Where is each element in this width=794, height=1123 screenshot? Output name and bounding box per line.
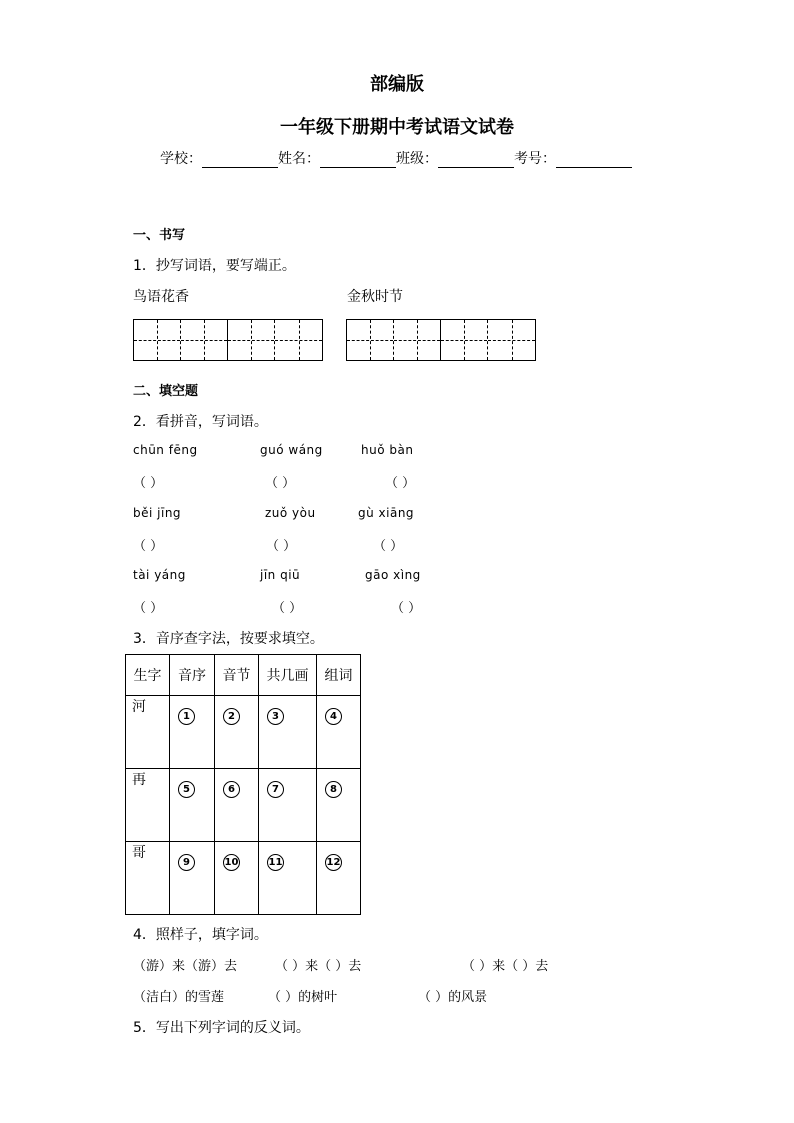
example-phrase: （游）来（游）去 xyxy=(133,959,238,974)
answer-cell[interactable] xyxy=(317,842,361,915)
circled-number: 5 xyxy=(178,781,195,798)
table-header: 组词 xyxy=(317,655,361,696)
copy-word-2: 金秋时节 xyxy=(347,289,403,305)
answer-cell[interactable] xyxy=(215,769,259,842)
answer-parentheses[interactable]: （ ） xyxy=(133,539,164,554)
table-row xyxy=(126,842,361,915)
answer-parentheses[interactable]: （ ） xyxy=(391,601,422,616)
answer-parentheses[interactable]: （ ） xyxy=(272,601,303,616)
fill-phrase[interactable]: （ ）的树叶 xyxy=(268,990,338,1005)
table-header: 音序 xyxy=(170,655,215,696)
answer-cell[interactable] xyxy=(259,842,317,915)
circled-number: 7 xyxy=(267,781,284,798)
pinyin-item: gāo xìng xyxy=(365,568,421,582)
table-header: 音节 xyxy=(215,655,259,696)
circled-number: 3 xyxy=(267,708,284,725)
section-title-fill-blank: 二、填空题 xyxy=(133,384,199,399)
fill-phrase[interactable]: （ ）来（ ）去 xyxy=(275,959,362,974)
pinyin-item: běi jīng xyxy=(133,506,182,520)
circled-number: 11 xyxy=(267,854,284,871)
name-label: 姓名： xyxy=(278,151,320,167)
table-char: 河 xyxy=(126,696,170,769)
fill-phrase[interactable]: （ ）的风景 xyxy=(418,990,488,1005)
answer-cell[interactable] xyxy=(259,769,317,842)
exam-number-label: 考号： xyxy=(514,151,556,167)
answer-parentheses[interactable]: （ ） xyxy=(266,539,297,554)
document-title: 部编版 xyxy=(370,74,424,95)
question-5: 5．写出下列字词的反义词。 xyxy=(133,1020,310,1036)
answer-parentheses[interactable]: （ ） xyxy=(265,476,296,491)
fill-phrase[interactable]: （ ）来（ ）去 xyxy=(462,959,549,974)
school-label: 学校： xyxy=(160,151,202,167)
exam-title: 一年级下册期中考试语文试卷 xyxy=(280,117,514,138)
answer-cell[interactable] xyxy=(317,769,361,842)
table-header: 生字 xyxy=(126,655,170,696)
circled-number: 10 xyxy=(223,854,240,871)
answer-cell[interactable] xyxy=(215,842,259,915)
pinyin-item: jīn qiū xyxy=(260,568,301,582)
table-row xyxy=(126,696,361,769)
answer-parentheses[interactable]: （ ） xyxy=(385,476,416,491)
pinyin-item: gù xiāng xyxy=(358,506,415,520)
question-1: 1．抄写词语，要写端正。 xyxy=(133,258,296,274)
answer-parentheses[interactable]: （ ） xyxy=(373,539,404,554)
circled-number: 12 xyxy=(325,854,342,871)
answer-parentheses[interactable]: （ ） xyxy=(133,601,164,616)
table-char: 哥 xyxy=(126,842,170,915)
student-info-line xyxy=(160,148,632,168)
phonetic-lookup-table xyxy=(125,654,361,915)
circled-number: 8 xyxy=(325,781,342,798)
example-phrase: （洁白）的雪莲 xyxy=(133,990,225,1005)
copy-word-1: 鸟语花香 xyxy=(133,289,189,305)
answer-cell[interactable] xyxy=(215,696,259,769)
circled-number: 6 xyxy=(223,781,240,798)
class-label: 班级： xyxy=(396,151,438,167)
table-char: 再 xyxy=(126,769,170,842)
circled-number: 2 xyxy=(223,708,240,725)
pinyin-item: zuǒ yòu xyxy=(265,506,316,520)
table-header: 共几画 xyxy=(259,655,317,696)
answer-cell[interactable] xyxy=(259,696,317,769)
class-blank[interactable] xyxy=(438,153,514,168)
circled-number: 1 xyxy=(178,708,195,725)
name-blank[interactable] xyxy=(320,153,396,168)
pinyin-item: guó wáng xyxy=(260,443,323,457)
writing-grid-2[interactable] xyxy=(346,319,536,361)
exam-number-blank[interactable] xyxy=(556,153,632,168)
writing-grid-1[interactable] xyxy=(133,319,323,361)
section-title-writing: 一、书写 xyxy=(133,228,186,243)
answer-cell[interactable] xyxy=(317,696,361,769)
table-row xyxy=(126,769,361,842)
answer-cell[interactable] xyxy=(170,696,215,769)
question-4: 4．照样子，填字词。 xyxy=(133,927,268,943)
pinyin-item: tài yáng xyxy=(133,568,186,582)
circled-number: 9 xyxy=(178,854,195,871)
answer-parentheses[interactable]: （ ） xyxy=(133,476,164,491)
school-blank[interactable] xyxy=(202,153,278,168)
pinyin-item: chūn fēng xyxy=(133,443,198,457)
question-2: 2．看拼音，写词语。 xyxy=(133,414,268,430)
question-3: 3．音序查字法，按要求填空。 xyxy=(133,631,324,647)
pinyin-item: huǒ bàn xyxy=(361,443,414,457)
answer-cell[interactable] xyxy=(170,769,215,842)
answer-cell[interactable] xyxy=(170,842,215,915)
table-header-row xyxy=(126,655,361,696)
circled-number: 4 xyxy=(325,708,342,725)
